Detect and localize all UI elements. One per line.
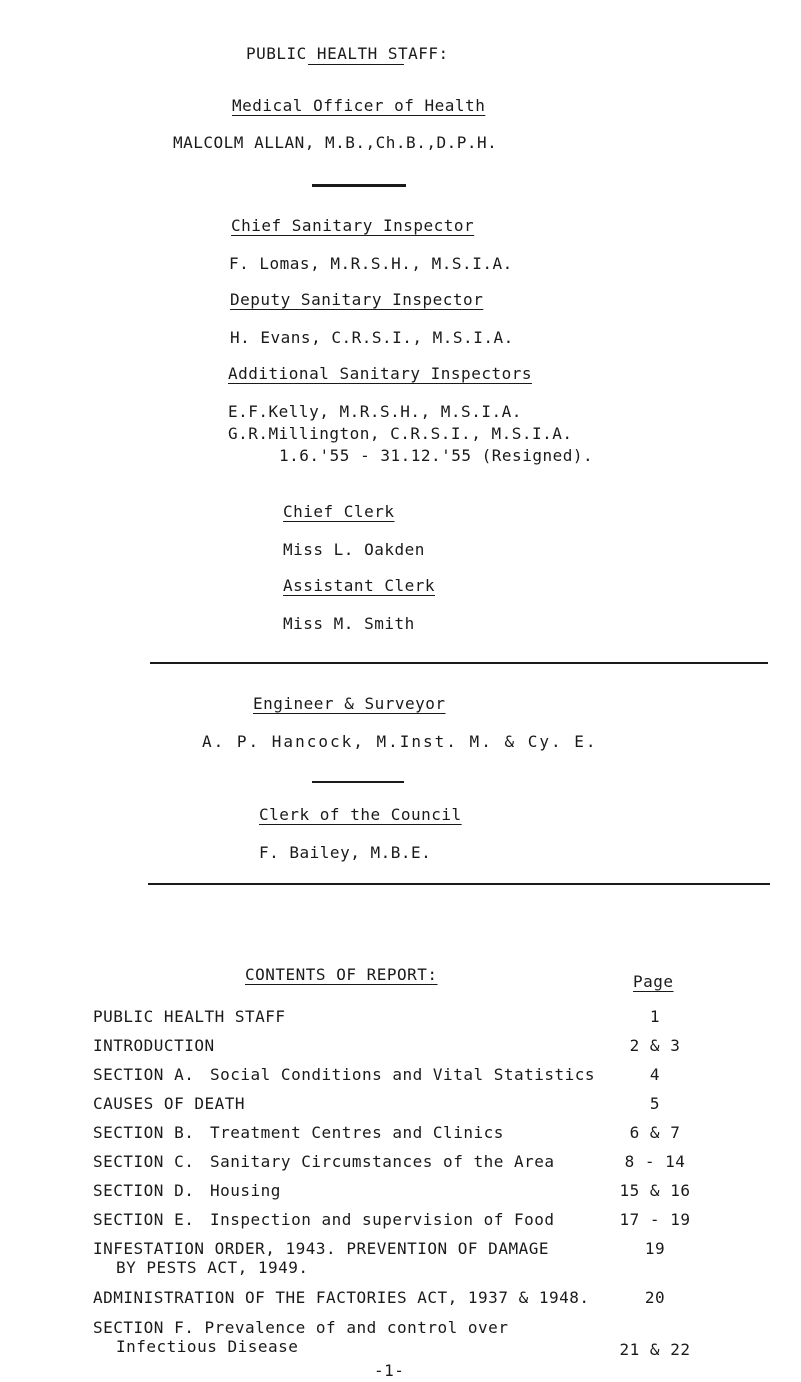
divider-short-2 xyxy=(312,781,404,783)
chief-inspector-role: Chief Sanitary Inspector xyxy=(231,216,475,235)
moh-name: MALCOLM ALLAN, M.B.,Ch.B.,D.P.H. xyxy=(173,133,498,152)
contents-row-section: SECTION A. xyxy=(93,1065,195,1084)
contents-row-page: 8 - 14 xyxy=(624,1152,686,1171)
additional-inspector-1: E.F.Kelly, M.R.S.H., M.S.I.A. xyxy=(228,402,522,421)
contents-row-title: Social Conditions and Vital Statistics xyxy=(210,1065,596,1084)
contents-row-page: 1 xyxy=(649,1007,661,1026)
contents-page-heading: Page xyxy=(633,972,674,991)
chief-clerk-role: Chief Clerk xyxy=(283,502,395,521)
contents-row-title: Sanitary Circumstances of the Area xyxy=(210,1152,555,1171)
additional-inspector-2: G.R.Millington, C.R.S.I., M.S.I.A. xyxy=(228,424,573,443)
contents-row-section: SECTION E. xyxy=(93,1210,195,1229)
contents-factories-page: 20 xyxy=(644,1288,666,1307)
chief-inspector-name: F. Lomas, M.R.S.H., M.S.I.A. xyxy=(229,254,513,273)
contents-infestation-line2: BY PESTS ACT, 1949. xyxy=(116,1258,309,1277)
assistant-clerk-role: Assistant Clerk xyxy=(283,576,435,595)
chief-clerk-name: Miss L. Oakden xyxy=(283,540,425,559)
contents-row-section: SECTION D. xyxy=(93,1181,195,1200)
additional-inspectors-role: Additional Sanitary Inspectors xyxy=(228,364,532,383)
council-clerk-name: F. Bailey, M.B.E. xyxy=(259,843,432,862)
additional-inspector-2-dates: 1.6.'55 - 31.12.'55 (Resigned). xyxy=(279,446,594,465)
contents-row-page: 15 & 16 xyxy=(619,1181,691,1200)
contents-row-section: CAUSES OF DEATH xyxy=(93,1094,245,1113)
contents-infestation-page: 19 xyxy=(644,1239,666,1258)
contents-factories-line: ADMINISTRATION OF THE FACTORIES ACT, 1937 & 1948. xyxy=(93,1288,590,1307)
contents-infestation-line1: INFESTATION ORDER, 1943. PREVENTION OF DAMAGE xyxy=(93,1239,549,1258)
contents-row-section: INTRODUCTION xyxy=(93,1036,215,1055)
assistant-clerk-name: Miss M. Smith xyxy=(283,614,415,633)
divider-long-2 xyxy=(148,883,770,885)
engineer-role: Engineer & Surveyor xyxy=(253,694,446,713)
council-clerk-role: Clerk of the Council xyxy=(259,805,462,824)
contents-row-section: SECTION C. xyxy=(93,1152,195,1171)
contents-heading: CONTENTS OF REPORT: xyxy=(245,965,438,984)
deputy-inspector-role: Deputy Sanitary Inspector xyxy=(230,290,484,309)
contents-row-page: 5 xyxy=(649,1094,661,1113)
contents-row-page: 6 & 7 xyxy=(629,1123,681,1142)
contents-row-page: 17 - 19 xyxy=(619,1210,691,1229)
deputy-inspector-name: H. Evans, C.R.S.I., M.S.I.A. xyxy=(230,328,514,347)
engineer-name: A. P. Hancock, M.Inst. M. & Cy. E. xyxy=(202,732,598,751)
contents-section-f-page: 21 & 22 xyxy=(619,1340,691,1359)
footer-page-number: -1- xyxy=(374,1361,405,1380)
contents-row-section: SECTION B. xyxy=(93,1123,195,1142)
contents-row-title: Housing xyxy=(210,1181,281,1200)
moh-role: Medical Officer of Health xyxy=(232,96,486,115)
divider-long-1 xyxy=(150,662,768,664)
contents-row-title: Treatment Centres and Clinics xyxy=(210,1123,504,1142)
contents-section-f-line2: Infectious Disease xyxy=(116,1337,299,1356)
contents-section-f-line1: SECTION F. Prevalence of and control over xyxy=(93,1318,509,1337)
contents-row-page: 2 & 3 xyxy=(629,1036,681,1055)
contents-row-section: PUBLIC HEALTH STAFF xyxy=(93,1007,286,1026)
title-underline xyxy=(308,64,404,65)
contents-row-title: Inspection and supervision of Food xyxy=(210,1210,555,1229)
divider-short-1 xyxy=(312,184,406,187)
contents-row-page: 4 xyxy=(649,1065,661,1084)
page-title: PUBLIC HEALTH STAFF: xyxy=(246,44,449,63)
